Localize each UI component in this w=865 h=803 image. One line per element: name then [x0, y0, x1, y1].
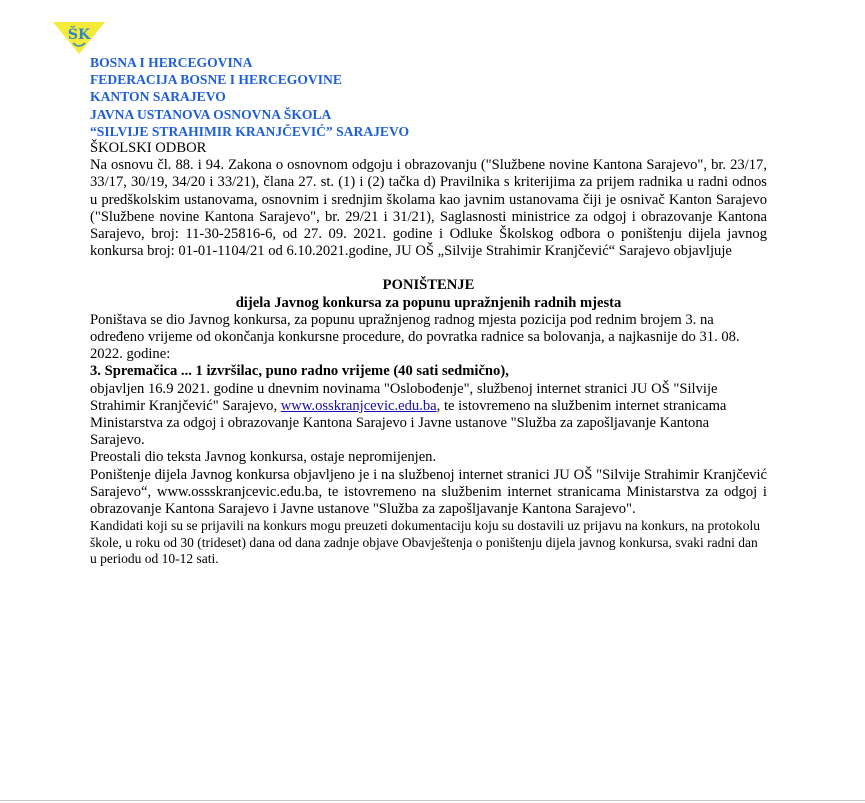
publication-text-before: objavljen 16.9 2021. godine u dnevnim novinama "Oslobođenje", službenoj internet stranici JU OŠ "Silvije Strahimir Kranjčević" Sarajevo, [90, 380, 718, 414]
header-line-institution: JAVNA USTANOVA OSNOVNA ŠKOLA [90, 106, 332, 122]
intro-paragraph: Na osnovu čl. 88. i 94. Zakona o osnovnom odgoju i obrazovanju ("Službene novine Kantona Sarajevo", br. 23/17, 33/17, 30/19, 34/20 i 33/21), člana 27. st. (1) i (2) tačka d) Pravilnika s kriterijima za prijem radnika u radni odnos u predškolskim ustanovama, osnovnim i srednjim školama kao javnim ustanovama čiji je osnivač Kanton Sarajevo ("Službene novine Kantona Sarajevo", br. 29/21 i 31/21), Saglasnosti ministrice za odgoj i obrazovanje Kantona Sarajevo, broj: 11-30-25816-6, od 27. 09. 2021. godine i Odluke Školskog odbora o poništenju dijela javnog konkursa broj: 01-01-1104/21 od 6.10.2021.godine, JU OŠ „Silvije Strahimir Kranjčević“ Sarajevo objavljuje [90, 157, 767, 260]
header-line-school: “SILVIJE STRAHIMIR KRANJČEVIĆ” SARAJEVO [90, 123, 410, 139]
logo-text: ŠK [67, 27, 91, 43]
header-line-canton: KANTON SARAJEVO [90, 89, 226, 105]
remaining-text-paragraph: Preostali dio teksta Javnog konkursa, ostaje nepromijenjen. [90, 449, 437, 466]
page-bottom-divider [0, 800, 865, 801]
school-website-link[interactable]: www.osskranjcevic.edu.ba [280, 397, 437, 414]
document-subtitle: dijela Javnog konkursa za popunu upražnjenih radnih mjesta [235, 294, 622, 311]
publication-text-after: , te istovremeno na službenim internet stranicama Ministarstva za odgoj i obrazovanje Kantona Sarajevo i Javne ustanove "Služba za zapošljavanje Kantona Sarajevo. [90, 397, 727, 449]
position-line: 3. Spremačica ... 1 izvršilac, puno radno vrijeme (40 sati sedmično), [90, 363, 509, 380]
publication-paragraph [90, 381, 767, 450]
header-line-federation: FEDERACIJA BOSNE I HERCEGOVINE [90, 72, 342, 88]
cancellation-paragraph: Poništava se dio Javnog konkursa, za popunu upražnjenog radnog mjesta pozicija pod rednim brojem 3. na određeno vrijeme od okončanja konkursne procedure, do povratka radnice sa bolovanja, a najkasnije do 31. 08. 2022. godine: [90, 311, 740, 363]
document-title: PONIŠTENJE [382, 277, 475, 294]
school-board: ŠKOLSKI ODBOR [90, 140, 207, 157]
candidates-paragraph: Kandidati koji su se prijavili na konkurs mogu preuzeti dokumentaciju koju su dostavili uz prijavu na konkurs, na protokolu škole, u roku od 30 (trideset) dana od dana zadnje objave Obavještenja o poništenju dijela javnog konkursa, svaki radni dan u periodu od 10-12 sati. [90, 518, 761, 567]
document-body [90, 54, 767, 568]
school-logo [53, 22, 105, 54]
document-header [90, 54, 767, 140]
announcement-paragraph: Poništenje dijela Javnog konkursa objavljeno je i na službenoj internet stranici JU OŠ "Silvije Strahimir Kranjčević Sarajevo“, www.ossskranjcevic.edu.ba, te istovremeno na službenim internet stranicama Ministarstva za odgoj i obrazovanje Kantona Sarajevo i Javne ustanove "Služba za zapošljavanje Kantona Sarajevo". [90, 466, 767, 518]
header-line-country: BOSNA I HERCEGOVINA [90, 55, 253, 70]
